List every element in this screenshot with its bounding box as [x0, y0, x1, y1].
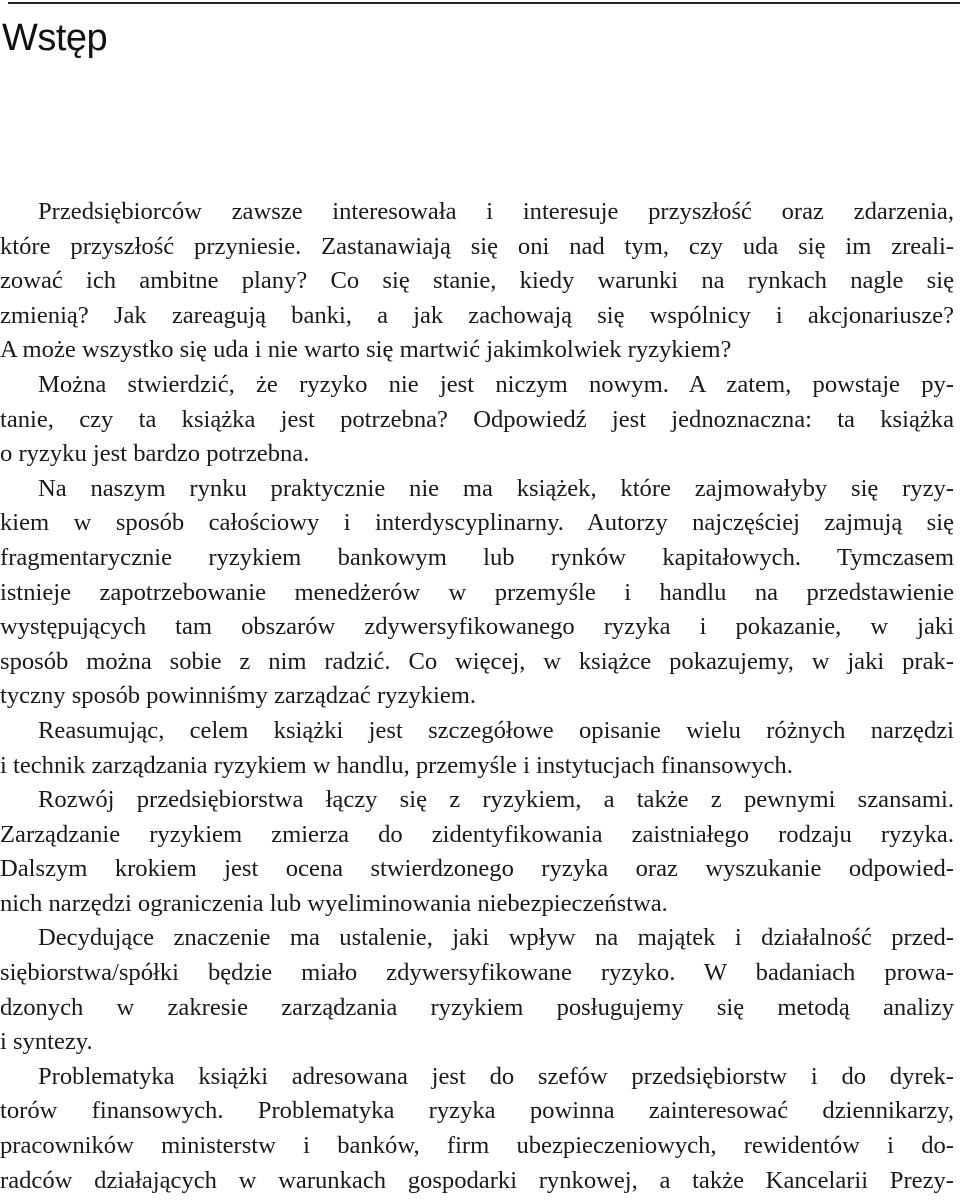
text-line: Przedsiębiorców zawsze interesowała i interesuje przyszłość oraz zdarzenia,	[38, 198, 954, 225]
text-line: o ryzyku jest bardzo potrzebna.	[0, 440, 310, 468]
text-line: Decydujące znaczenie ma ustalenie, jaki wpływ na majątek i działalność przed-	[38, 924, 954, 952]
text-line: Można stwierdzić, że ryzyko nie jest niczym nowym. A zatem, powstaje py-	[38, 370, 954, 398]
body-text	[0, 195, 954, 1198]
text-line: sposób można sobie z nim radzić. Co więcej, w książce pokazujemy, w jaki prak-	[0, 647, 954, 675]
text-line: tanie, czy ta książka jest potrzebna? Odpowiedź jest jednoznaczna: ta książka	[0, 405, 954, 433]
text-line: zować ich ambitne plany? Co się stanie, kiedy warunki na rynkach nagle się	[0, 267, 954, 295]
text-line: Zarządzanie ryzykiem zmierza do zidentyfikowania zaistniałego rodzaju ryzyka.	[0, 820, 954, 848]
text-line: dzonych w zakresie zarządzania ryzykiem posługujemy się metodą analizy	[0, 993, 954, 1021]
text-line: torów finansowych. Problematyka ryzyka powinna zainteresować dziennikarzy,	[0, 1097, 954, 1125]
chapter-title: Wstęp	[2, 17, 108, 59]
top-rule	[8, 2, 960, 4]
text-line: nich narzędzi ograniczenia lub wyeliminowania niebezpieczeństwa.	[0, 889, 668, 917]
text-line: występujących tam obszarów zdywersyfikowanego ryzyka i pokazanie, w jaki	[0, 613, 954, 641]
text-line: tyczny sposób powinniśmy zarządzać ryzykiem.	[0, 682, 477, 710]
text-line: i technik zarządzania ryzykiem w handlu, przemyśle i instytucjach finansowych.	[0, 751, 793, 779]
text-line: które przyszłość przyniesie. Zastanawiają się oni nad tym, czy uda się im zreali-	[0, 232, 954, 260]
text-line: siębiorstwa/spółki będzie miało zdywersyfikowane ryzyko. W badaniach prowa-	[0, 959, 954, 987]
text-line: Na naszym rynku praktycznie nie ma książek, które zajmowałyby się ryzy-	[38, 474, 954, 502]
text-line: Rozwój przedsiębiorstwa łączy się z ryzykiem, a także z pewnymi szansami.	[38, 786, 954, 814]
text-line: kiem w sposób całościowy i interdyscyplinarny. Autorzy najczęściej zajmują się	[0, 509, 954, 537]
text-line: Problematyka książki adresowana jest do szefów przedsiębiorstw i do dyrek-	[38, 1062, 954, 1090]
text-line: i syntezy.	[0, 1028, 93, 1056]
text-line: A może wszystko się uda i nie warto się martwić jakimkolwiek ryzykiem?	[0, 336, 732, 364]
text-line: Dalszym krokiem jest ocena stwierdzonego ryzyka oraz wyszukanie odpowied-	[0, 855, 954, 883]
text-line: fragmentarycznie ryzykiem bankowym lub rynków kapitałowych. Tymczasem	[0, 543, 954, 571]
text-line: istnieje zapotrzebowanie menedżerów w przemyśle i handlu na przedstawienie	[0, 578, 954, 606]
text-line: radców działających w warunkach gospodarki rynkowej, a także Kancelarii Prezy-	[0, 1166, 954, 1194]
text-line: pracowników ministerstw i banków, firm ubezpieczeniowych, rewidentów i do-	[0, 1132, 954, 1160]
text-line: Reasumując, celem książki jest szczegółowe opisanie wielu różnych narzędzi	[38, 716, 954, 744]
text-line: zmienią? Jak zareagują banki, a jak zachowają się wspólnicy i akcjonariusze?	[0, 301, 954, 329]
